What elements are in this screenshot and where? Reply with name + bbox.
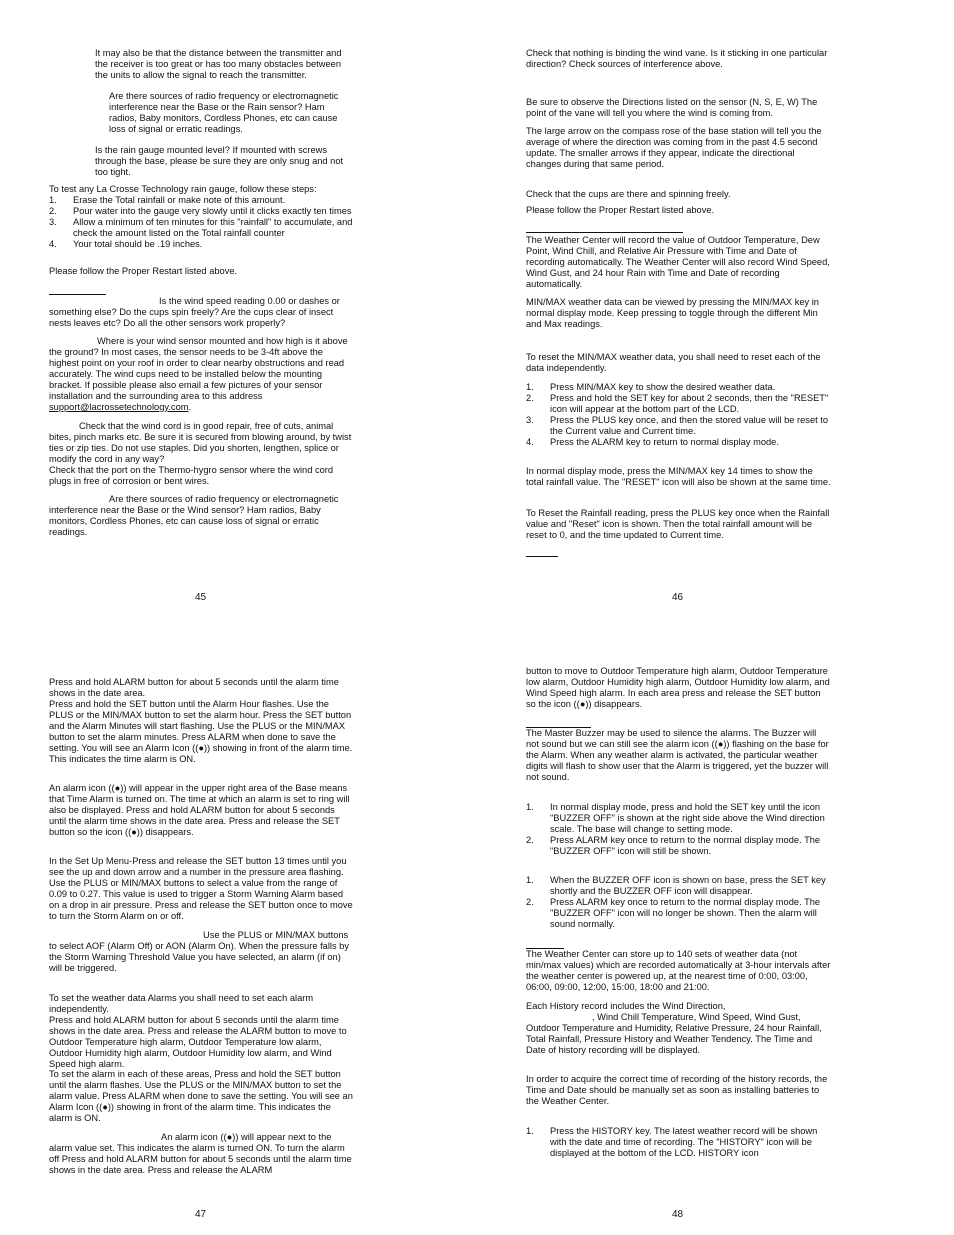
paragraph-reset-rainfall: To Reset the Rainfall reading, press the PLUS key once when the Rainfall value and "Reset" icon is shown. Then the total rainfall amount will be reset to 0, and the time updated to Current time. (526, 508, 830, 540)
paragraph-distance: It may also be that the distance between the transmitter and the receiver is too great or has too many obstacles between the units to allow the signal to reach the transmitter. (95, 48, 342, 80)
paragraph-proper-restart: Please follow the Proper Restart listed above. (49, 266, 238, 276)
paragraph-history-record: Each History record includes the Wind Direction, , Wind Chill Temperature, Wind Speed, Wind Gust, Outdoor Temperature and Humidity, Relative Pressure, 24 hour Rainfall, Total Rainfall, Pressure History and Weather Tendency. The Time and Date of history recording will be displayed. (526, 1001, 822, 1055)
page-number: 48 (672, 1209, 684, 1220)
list-item: 2. Pour water into the gauge very slowly until it clicks exactly ten times (49, 206, 352, 216)
paragraph-total-rainfall: In normal display mode, press the MIN/MAX key 14 times to show the total rainfall value. The "RESET" icon will also be shown at the same time. (526, 466, 831, 487)
paragraph-storm-threshold: In the Set Up Menu-Press and release the SET button 13 times until you see the up and down arrow and a number in the pressure area flashing. Use the PLUS or MIN/MAX buttons to select a value from the range of 0.09 to 0.27. This value is used to trigger a Storm Warning Alarm based on a drop in air pressure. Press and release the SET button once to move to turn the Storm Alarm on or off. (49, 856, 353, 921)
history-steps (526, 1126, 831, 1159)
paragraph-compass-arrow: The large arrow on the compass rose of the base station will tell you the average of where the direction was coming from in the past 4.5 second update. The smaller arrows if they appear, indicate the directional changes during that same period. (526, 126, 822, 169)
paragraph-wind-cord: Check that the wind cord is in good repair, free of cuts, animal bites, pinch marks etc. Be sure it is secured from blowing around, by twist ties or zip ties. Do not use staples. Did you shorten, lengthen, splice or modify the cord in any way? (49, 421, 352, 464)
reset-minmax-steps (526, 382, 831, 448)
rain-test-steps (49, 195, 353, 250)
paragraph-view-minmax: MIN/MAX weather data can be viewed by pressing the MIN/MAX key in normal display mode. Keep pressing to toggle through the different Min and Max readings. (526, 297, 819, 329)
page-number: 47 (195, 1209, 207, 1220)
paragraph-alarm-icon: An alarm icon ((●)) will appear in the upper right area of the Base means that Time Alarm is turned on. The time at which an alarm is set to ring will also be displayed. Press and hold ALARM button for about 5 seconds until the alarm time shows in the date area. Press and release the SET button so the icon ((●)) disappears. (49, 783, 350, 837)
list-item: 1. When the BUZZER OFF icon is shown on base, press the SET key shortly and the BUZZER OFF icon will disappear. (526, 875, 826, 896)
paragraph-alarm-off: button to move to Outdoor Temperature high alarm, Outdoor Temperature low alarm, Outdoor Humidity high alarm, Outdoor Humidity low alarm, and Wind Speed high alarm. In each area press and release the SET button so the icon ((●)) disappears. (526, 666, 830, 709)
list-item: 1. Erase the Total rainfall or make note of this amount. (49, 195, 286, 205)
paragraph-alarm-set: Press and hold the SET button until the Alarm Hour flashes. Use the PLUS or the MIN/MAX button to set the alarm hour. Press the SET button and the Alarm Minutes will start flashing. Use the PLUS or the MIN/MAX button to set the alarm minutes. Press ALARM when done to save the setting. You will see an Alarm Icon ((●)) showing in front of the alarm time. This indicates the time alarm is ON. (49, 699, 353, 764)
list-item: 1. Press MIN/MAX key to show the desired weather data. (526, 382, 776, 392)
support-email-link[interactable]: support@lacrossetechnology.com (49, 402, 189, 412)
paragraph-wind-vane: Check that nothing is binding the wind vane. Is it sticking in one particular direction? Check sources of interference above. (526, 48, 828, 69)
list-item: 2. Press and hold the SET key for about 2 seconds, then the "RESET" icon will appear at the bottom part of the LCD. (526, 393, 829, 414)
paragraph-alarm-hold: Press and hold ALARM button for about 5 seconds until the alarm time shows in the date area. (49, 677, 339, 698)
paragraph-cups: Check that the cups are there and spinning freely. (526, 189, 731, 199)
paragraph-directions: Be sure to observe the Directions listed on the sensor (N, S, E, W) The point of the vane will tell you where the wind is coming from. (526, 97, 818, 118)
page-number: 45 (195, 592, 207, 603)
paragraph-interference-rain: Are there sources of radio frequency or electromagnetic interference near the Base or the Rain sensor? Ham radios, Baby monitors, Cordless Phones, etc can cause loss of signal or erratic readings. (109, 91, 339, 134)
paragraph-record-minmax: The Weather Center will record the value of Outdoor Temperature, Dew Point, Wind Chill, and Relative Air Pressure with Time and Date of recording automatically. The Weather Center will also record Wind Speed, Wind Gust, and 24 hour Rain with Time and Date of recording automatically. (526, 235, 830, 289)
paragraph-sensor-port: Check that the port on the Thermo-hygro sensor where the wind cord plugs in free of corrosion or bent wires. (49, 465, 334, 486)
heading-underline (526, 556, 558, 557)
paragraph-weather-alarms-set: To set the alarm in each of these areas, Press and hold the SET button until the alarm flashes. Use the PLUS or the MIN/MAX button to set the alarm value. Press ALARM when done to save the setting. You will see an Alarm Icon ((●)) showing in front of the alarm time. This indicates the alarm is ON. (49, 1069, 353, 1123)
heading-underline (49, 294, 106, 295)
list-item: 3. Allow a minimum of ten minutes for this "rainfall" to accumulate, and check the amount listed on the Total rainfall counter (49, 217, 353, 238)
list-item: 4. Your total should be .19 inches. (49, 239, 203, 249)
list-item: 2. Press ALARM key once to return to the normal display mode. The "BUZZER OFF" icon will no longer be shown. Then the alarm will sound normally. (526, 897, 821, 929)
paragraph-interference-wind: Are there sources of radio frequency or electromagnetic interference near the Base or the Wind sensor? Ham radios, Baby monitors, Cordless Phones, etc can cause loss of signal or erratic readings. (49, 494, 339, 537)
page-number: 46 (672, 592, 684, 603)
paragraph-storm-alarm: Use the PLUS or MIN/MAX buttons to select AOF (Alarm Off) or AON (Alarm On). When the pressure falls by the Storm Warning Threshold Value you have selected, an alarm (if on) will be triggered. (49, 930, 350, 973)
paragraph-history-storage: The Weather Center can store up to 140 sets of weather data (not min/max values) which are recorded automatically at 3-hour intervals after the weather center is powered up, at the nearest time of 0:00, 03:00, 06:00, 09:00, 12:00, 15:00, 18:00 and 21:00. (526, 949, 831, 992)
paragraph-reset-minmax-intro: To reset the MIN/MAX weather data, you shall need to reset each of the data independently. (526, 352, 821, 373)
list-item: 1. Press the HISTORY key. The latest weather record will be shown with the date and time of recording. The "HISTORY" icon will be displayed at the bottom of the LCD. HISTORY icon (526, 1126, 818, 1158)
paragraph-wind-speed: Is the wind speed reading 0.00 or dashes or something else? Do the cups spin freely? Are the cups clear of insect nests leaves etc? Do all the other sensors work properly? (49, 296, 340, 328)
list-item: 1. In normal display mode, press and hold the SET key until the icon "BUZZER OFF" is shown at the right side above the Wind direction scale. The base will change to setting mode. (526, 802, 825, 834)
list-item: 2. Press ALARM key once to return to the normal display mode. The "BUZZER OFF" icon will still be shown. (526, 835, 821, 856)
buzzer-on-steps (526, 875, 831, 930)
paragraph-rain-test-intro: To test any La Crosse Technology rain gauge, follow these steps: (49, 184, 317, 194)
paragraph-rain-gauge-level: Is the rain gauge mounted level? If mounted with screws through the base, please be sure they are only snug and not too tight. (95, 145, 344, 177)
paragraph-history-time: In order to acquire the correct time of recording of the history records, the Time and Date should be manually set as soon as installing batteries to the Weather Center. (526, 1074, 828, 1106)
list-item: 4. Press the ALARM key to return to normal display mode. (526, 437, 779, 447)
buzzer-off-steps (526, 802, 831, 857)
paragraph-master-buzzer: The Master Buzzer may be used to silence the alarms. The Buzzer will not sound but we can still see the alarm icon ((●)) flashing on the base for the Alarm. When any weather alarm is activated, the particular weather digits will flash to show user that the Alarm is triggered, yet the buzzer will not sound. (526, 728, 829, 782)
paragraph-weather-alarm-icon: An alarm icon ((●)) will appear next to the alarm value set. This indicates the alarm is turned ON. To turn the alarm off Press and hold ALARM button for about 5 seconds until the alarm time shows in the date area. Press and release the ALARM (49, 1132, 352, 1175)
paragraph-wind-mount: Where is your wind sensor mounted and how high is it above the ground? In most cases, the sensor needs to be 3-4ft above the highest point on your roof in order to clear nearby obstructions and read accurately. The wind cups need to be installed below the mounting bracket. If possible please also email a few pictures of your sensor installation and the surrounding area to this address support@lacrossetechnology.com. (49, 336, 348, 412)
paragraph-weather-alarms-intro: To set the weather data Alarms you shall need to set each alarm independently. (49, 993, 314, 1014)
list-item: 3. Press the PLUS key once, and then the stored value will be reset to the Current value and Current time. (526, 415, 829, 436)
paragraph-proper-restart: Please follow the Proper Restart listed above. (526, 205, 715, 215)
heading-underline (526, 232, 683, 233)
paragraph-weather-alarms-move: Press and hold ALARM button for about 5 seconds until the alarm time shows in the date area. Press and release the ALARM button to move to Outdoor Temperature high alarm, Outdoor Temperature low alarm, Outdoor Humidity high alarm, Outdoor Humidity low alarm, and Wind Speed high alarm. (49, 1015, 347, 1069)
